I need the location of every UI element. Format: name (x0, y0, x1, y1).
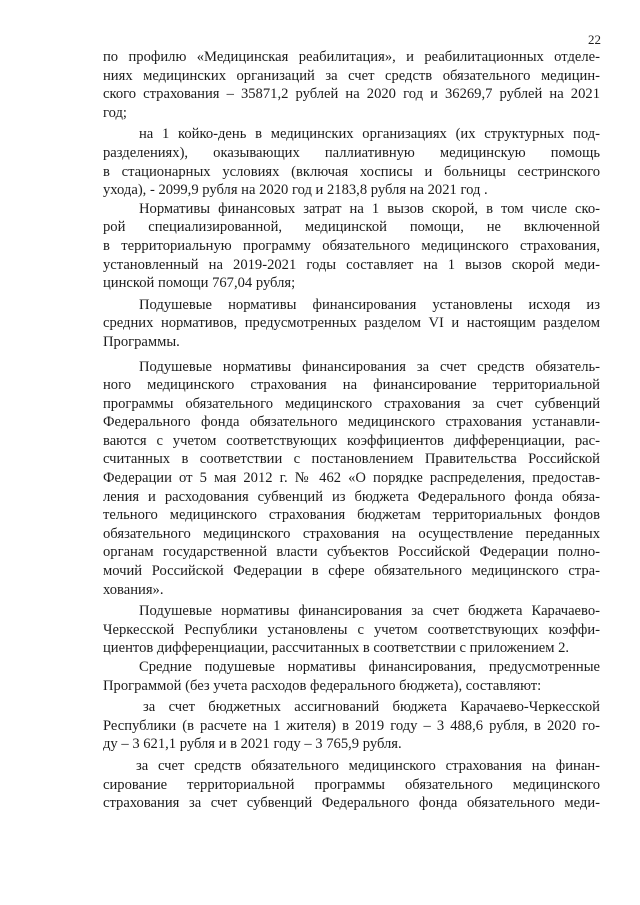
text-line: Нормативы финансовых затрат на 1 вызов скорой, в том числе ско- (139, 200, 600, 217)
text-line: Федерального фонда обязательного медицинского страхования устанавли- (103, 414, 600, 431)
text-line: ду – 3 621,1 рубля и в 2021 году – 3 765,9 рубля. (103, 736, 402, 753)
text-line: год; (103, 104, 127, 121)
page-number: 22 (588, 32, 601, 47)
text-line: ниях медицинских организаций за счет средств обязательного медицин- (103, 67, 600, 84)
text-line: Средние подушевые нормативы финансирования, предусмотренные (139, 659, 600, 675)
text-line: ухода), - 2099,9 рубля на 2020 год и 2183,8 рубля на 2021 год . (103, 182, 488, 199)
text-line: на 1 койко-день в медицинских организациях (их структурных под- (139, 126, 600, 143)
text-line: цинской помощи 767,04 рубля; (103, 275, 296, 292)
text-line: сирование территориальной программы обязательного медицинского (103, 776, 600, 793)
text-line: ского страхования – 35871,2 рублей на 2020 год и 36269,7 рублей на 2021 (103, 86, 600, 103)
text-line: рой специализированной, медицинской помощи, не включенной (103, 219, 600, 236)
text-line: страхования за счет субвенций Федерального фонда обязательного меди- (103, 795, 600, 812)
text-line: Федерации от 5 мая 2012 г. № 462 «О порядке распределения, предостав- (103, 470, 600, 487)
text-line: Программы. (103, 333, 180, 350)
text-line: Программой (без учета расходов федерального бюджета), составляют: (103, 677, 542, 694)
text-line: по профилю «Медицинская реабилитация», и реабилитационных отделе- (103, 49, 600, 65)
text-line: установленный на 2019-2021 годы составляет на 1 вызов скорой меди- (103, 256, 600, 273)
text-line: за счет бюджетных ассигнований бюджета Карачаево-Черкесской (143, 699, 600, 716)
text-line: Подушевые нормативы финансирования установлены исходя из (139, 296, 600, 313)
text-line: в стационарных условиях (включая хосписы и больницы сестринского (103, 163, 600, 180)
text-line: органам государственной власти субъектов Российской Федерации полно- (103, 544, 600, 561)
text-line: Республики (в расчете на 1 жителя) в 2019 году – 3 488,6 рубля, в 2020 го- (103, 717, 600, 734)
text-line: ления и расходования субвенций из бюджета Федерального фонда обяза- (103, 488, 600, 505)
text-line: в территориальную программу обязательного медицинского страхования, (103, 237, 600, 254)
text-line: хования». (103, 581, 164, 598)
text-line: мочий Российской Федерации в сфере обязательного медицинского стра- (103, 563, 600, 580)
text-line: программы обязательного медицинского страхования за счет субвенций (103, 395, 600, 412)
text-line: Подушевые нормативы финансирования за счет бюджета Карачаево- (139, 603, 600, 620)
text-line: ваются с учетом соответствующих коэффициентов дифференциации, рас- (103, 432, 600, 449)
text-line: ного медицинского страхования на финансирование территориальной (103, 377, 600, 394)
text-line: Подушевые нормативы финансирования за счет средств обязатель- (139, 358, 600, 375)
text-line: разделениях), оказывающих паллиативную медицинскую помощь (103, 144, 600, 161)
text-line: Черкесской Республики установлены с учетом соответствующих коэффи- (103, 621, 600, 638)
text-line: средних нормативов, предусмотренных разделом VI и настоящим разделом (103, 315, 600, 332)
document-body (103, 48, 600, 813)
text-line: за счет средств обязательного медицинского страхования на финан- (136, 757, 600, 774)
text-line: тельного медицинского страхования бюджетам территориальных фондов (103, 507, 600, 524)
text-line: обязательного медицинского страхования на осуществление переданных (103, 525, 600, 542)
text-line: считанных в соответствии с постановлением Правительства Российской (103, 451, 600, 468)
text-line: циентов дифференциации, рассчитанных в соответствии с приложением 2. (103, 640, 570, 657)
